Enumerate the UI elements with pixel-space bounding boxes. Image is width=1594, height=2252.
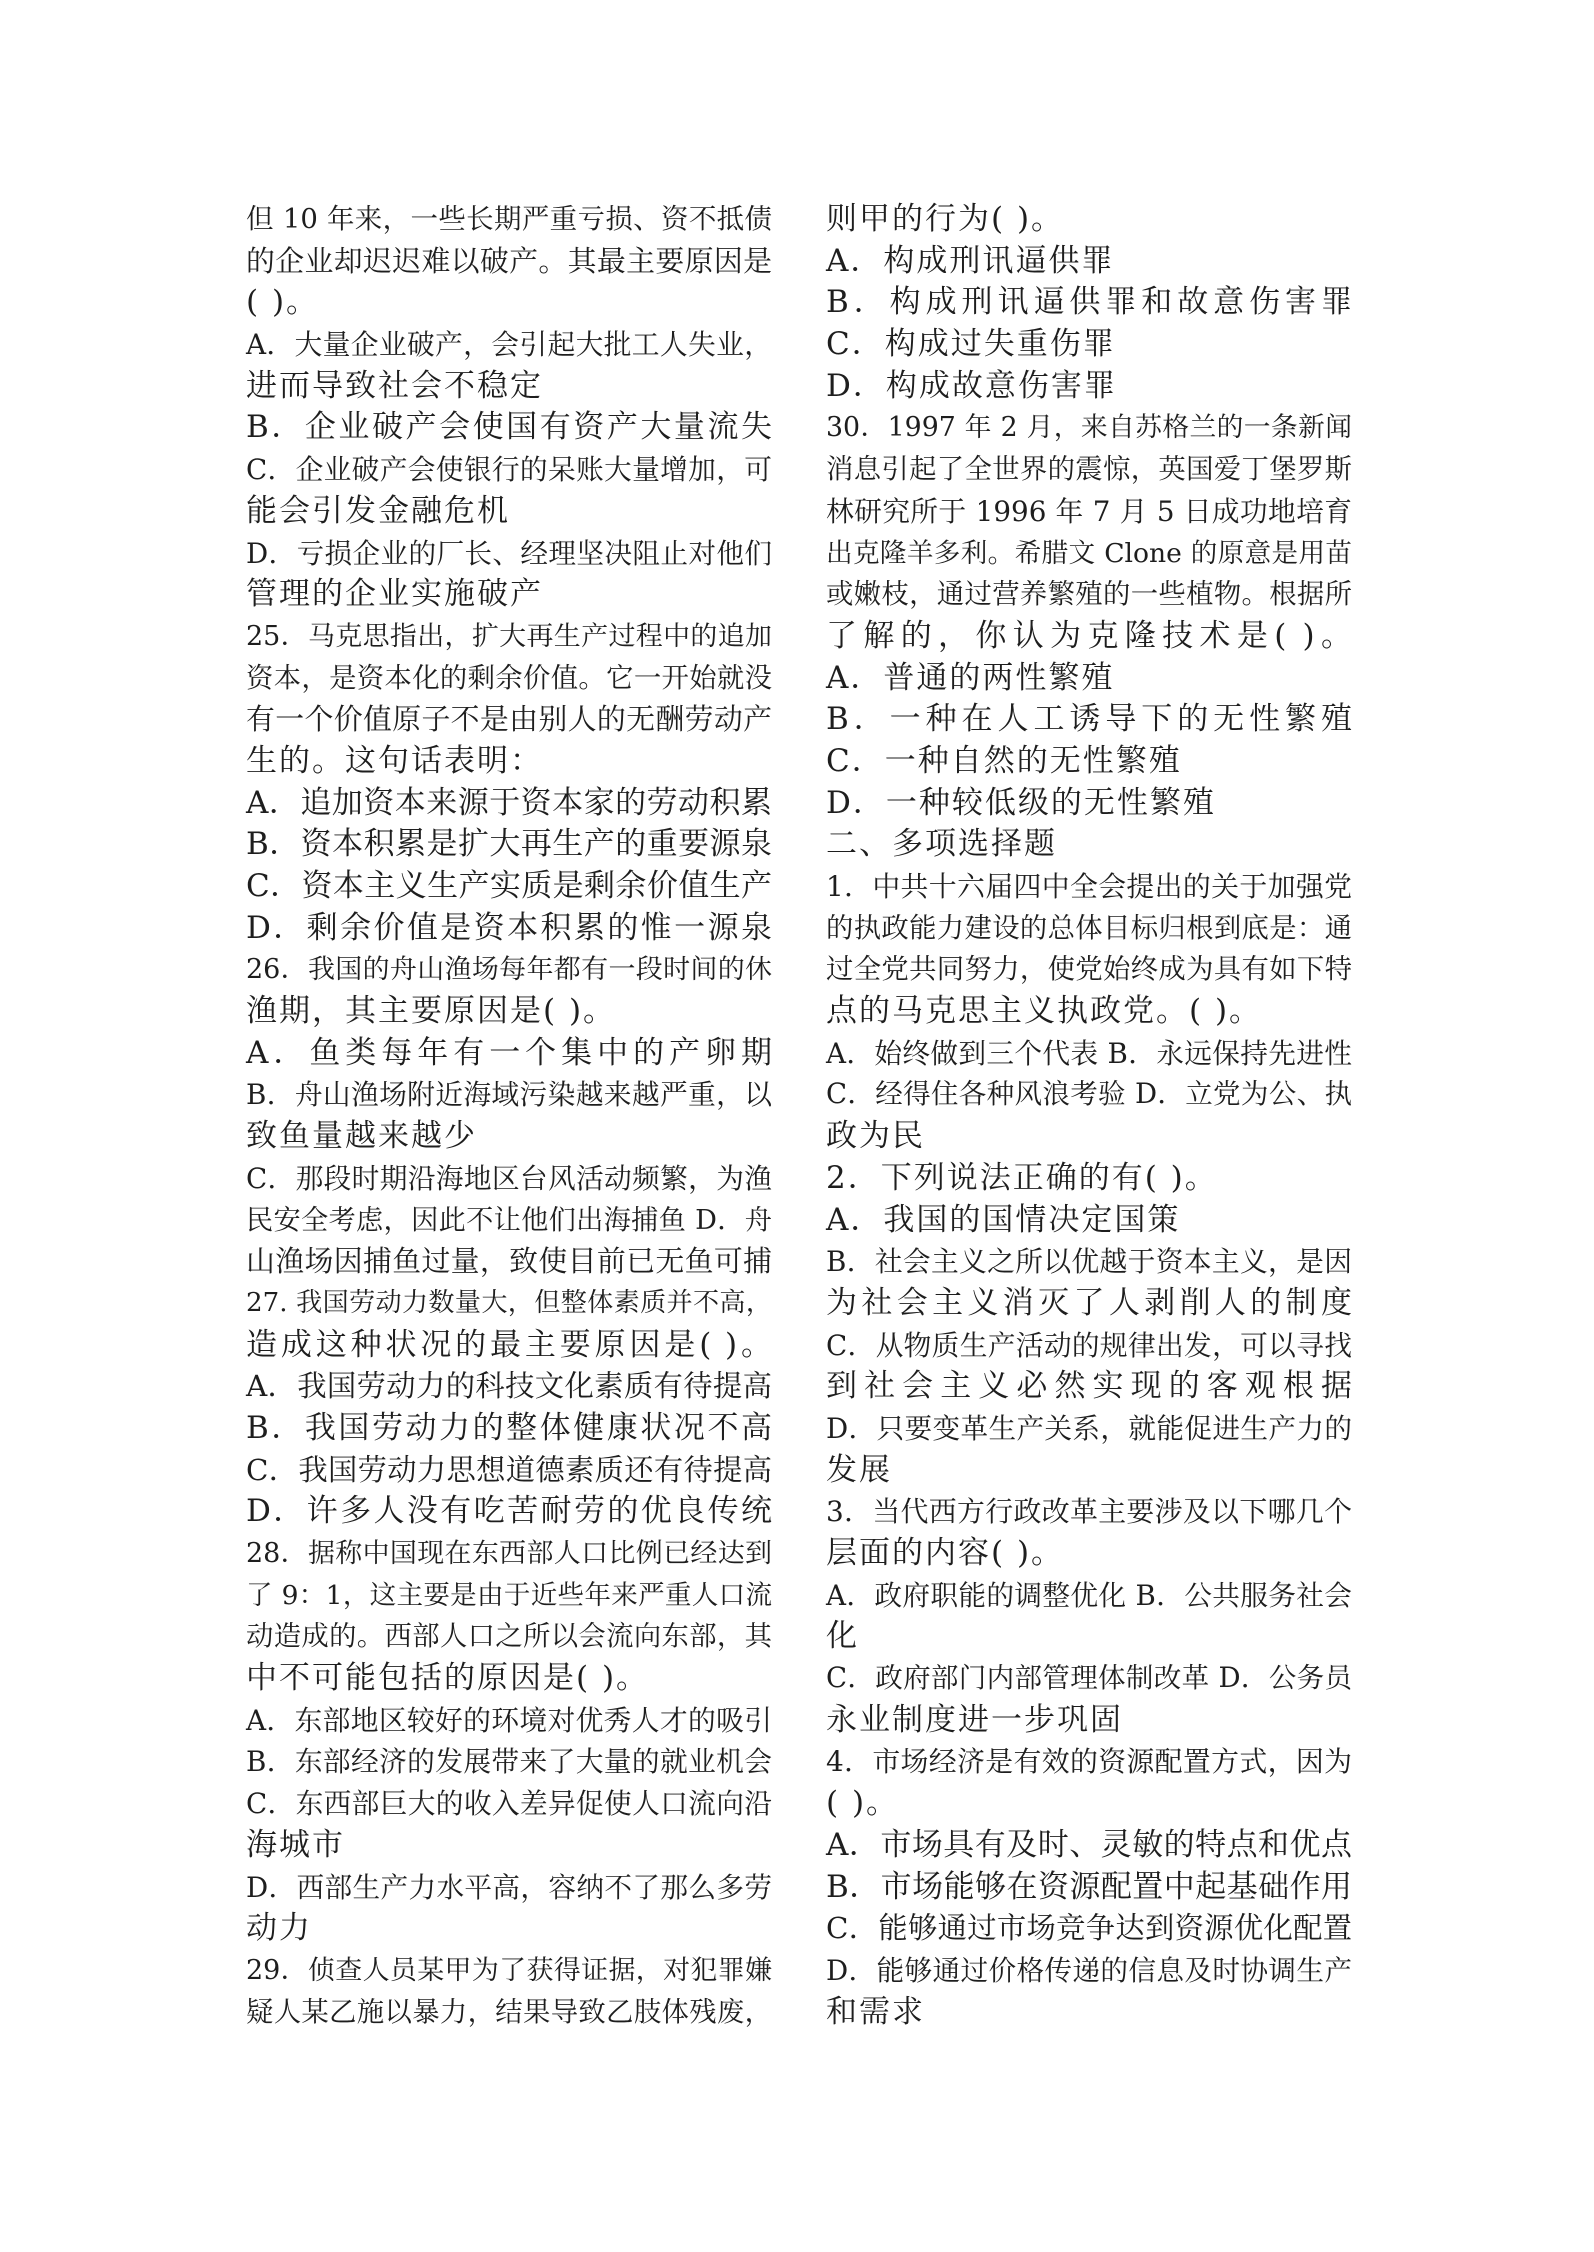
text-line: 的执政能力建设的总体目标归根到底是：通: [826, 912, 1352, 944]
text-line: 消息引起了全世界的震惊，英国爱丁堡罗斯: [826, 454, 1352, 486]
text-line: 疑人某乙施以暴力，结果导致乙肢体残废，: [246, 1996, 772, 2028]
text-line: D．只要变革生产关系，就能促进生产力的: [826, 1411, 1352, 1445]
text-line: ( )。: [246, 284, 320, 321]
text-line: 发展: [826, 1451, 892, 1488]
text-line: C．从物质生产活动的规律出发，可以寻找: [826, 1328, 1352, 1362]
right-text-column: [826, 199, 1352, 2033]
text-line: A．始终做到三个代表 B．永远保持先进性: [826, 1036, 1352, 1070]
text-line: D．构成故意伤害罪: [826, 367, 1117, 404]
text-line: A．大量企业破产，会引起大批工人失业，: [246, 328, 772, 362]
text-line: 能会引发金融危机: [246, 492, 510, 529]
text-line: 海城市: [246, 1826, 345, 1863]
text-line: 29．侦查人员某甲为了获得证据，对犯罪嫌: [246, 1954, 772, 1986]
text-line: 4．市场经济是有效的资源配置方式，因为: [826, 1745, 1352, 1779]
text-line: C．企业破产会使银行的呆账大量增加，可: [246, 453, 772, 487]
text-line: D．能够通过价格传递的信息及时协调生产: [826, 1953, 1352, 1987]
text-line: 26．我国的舟山渔场每年都有一段时间的休: [246, 954, 772, 986]
text-line: 点的马克思主义执政党。( )。: [826, 993, 1263, 1030]
text-line: B．我国劳动力的整体健康状况不高: [246, 1409, 772, 1446]
text-line: D．西部生产力水平高，容纳不了那么多劳: [246, 1870, 772, 1904]
text-line: 30．1997 年 2 月，来自苏格兰的一条新闻: [826, 412, 1352, 444]
text-line: B．东部经济的发展带来了大量的就业机会: [246, 1745, 772, 1779]
text-line: B．构成刑讯逼供罪和故意伤害罪: [826, 284, 1352, 321]
text-line: A．构成刑讯逼供罪: [826, 242, 1115, 279]
text-line: 但 10 年来，一些长期严重亏损、资不抵债: [246, 203, 772, 235]
text-line: 动力: [246, 1910, 312, 1947]
text-line: C．经得住各种风浪考验 D．立党为公、执: [826, 1078, 1352, 1111]
text-line: 化: [826, 1618, 859, 1655]
text-line: 为社会主义消灭了人剥削人的制度: [826, 1284, 1352, 1321]
text-line: B．舟山渔场附近海域污染越来越严重，以: [246, 1078, 772, 1112]
text-line: 山渔场因捕鱼过量，致使目前已无鱼可捕: [246, 1244, 772, 1279]
text-line: 过全党共同努力，使党始终成为具有如下特: [826, 954, 1352, 986]
text-line: 造成这种状况的最主要原因是( )。: [246, 1326, 772, 1363]
text-line: A．鱼类每年有一个集中的产卵期: [246, 1034, 772, 1071]
text-line: 2．下列说法正确的有( )。: [826, 1159, 1218, 1196]
text-line: 有一个价值原子不是由别人的无酬劳动产: [246, 702, 772, 737]
text-line: D．亏损企业的厂长、经理坚决阻止对他们: [246, 536, 772, 570]
text-line: A．市场具有及时、灵敏的特点和优点: [826, 1826, 1352, 1863]
text-line: 进而导致社会不稳定: [246, 367, 543, 404]
text-line: A．政府职能的调整优化 B．公共服务社会: [826, 1578, 1352, 1612]
text-line: C．我国劳动力思想道德素质还有待提高: [246, 1452, 772, 1487]
text-line: C．构成过失重伤罪: [826, 326, 1116, 363]
text-line: C．一种自然的无性繁殖: [826, 742, 1182, 779]
text-line: 资本，是资本化的剩余价值。它一开始就没: [246, 662, 772, 694]
text-line: C．能够通过市场竞争达到资源优化配置: [826, 1911, 1352, 1946]
text-line: 的企业却迟迟难以破产。其最主要原因是: [246, 243, 772, 278]
text-line: ( )。: [826, 1785, 900, 1822]
text-line: C．东西部巨大的收入差异促使人口流向沿: [246, 1787, 772, 1821]
text-line: 到社会主义必然实现的客观根据: [826, 1368, 1352, 1405]
text-line: 永业制度进一步巩固: [826, 1701, 1123, 1738]
text-line: 25．马克思指出，扩大再生产过程中的追加: [246, 620, 772, 652]
text-line: 1．中共十六届四中全会提出的关于加强党: [826, 870, 1352, 903]
text-line: B．市场能够在资源配置中起基础作用: [826, 1868, 1352, 1905]
text-line: 则甲的行为( )。: [826, 201, 1065, 237]
text-line: 了解的，你认为克隆技术是( )。: [826, 617, 1352, 654]
text-line: 民安全考虑，因此不让他们出海捕鱼 D．舟: [246, 1204, 772, 1236]
text-line: B．社会主义之所以优越于资本主义，是因: [826, 1245, 1352, 1279]
text-line: 了 9：1，这主要是由于近些年来严重人口流: [246, 1579, 772, 1611]
text-line: A．我国的国情决定国策: [826, 1201, 1181, 1238]
text-line: 二、多项选择题: [826, 826, 1057, 863]
text-line: 渔期，其主要原因是( )。: [246, 993, 617, 1030]
text-line: 致鱼量越来越少: [246, 1118, 477, 1155]
text-line: D．一种较低级的无性繁殖: [826, 784, 1216, 821]
text-line: 或嫩枝，通过营养繁殖的一些植物。根据所: [826, 579, 1352, 611]
text-line: 中不可能包括的原因是( )。: [246, 1660, 650, 1697]
text-line: A．追加资本来源于资本家的劳动积累: [246, 784, 772, 821]
text-line: 28．据称中国现在东西部人口比例已经达到: [246, 1538, 772, 1569]
text-line: 层面的内容( )。: [826, 1535, 1065, 1571]
text-line: 生的。这句话表明：: [246, 742, 543, 779]
text-line: B．资本积累是扩大再生产的重要源泉: [246, 826, 772, 863]
text-line: A．东部地区较好的环境对优秀人才的吸引: [246, 1703, 772, 1737]
text-line: 动造成的。西部人口之所以会流向东部，其: [246, 1621, 772, 1653]
text-line: C．政府部门内部管理体制改革 D．公务员: [826, 1662, 1352, 1695]
text-line: C．那段时期沿海地区台风活动频繁，为渔: [246, 1161, 772, 1195]
text-line: 出克隆羊多利。希腊文 Clone 的原意是用苗: [826, 537, 1352, 569]
text-line: 27. 我国劳动力数量大，但整体素质并不高，: [246, 1287, 772, 1318]
text-line: D．许多人没有吃苦耐劳的优良传统: [246, 1493, 772, 1530]
text-line: A．普通的两性繁殖: [826, 659, 1115, 696]
text-line: B．企业破产会使国有资产大量流失: [246, 409, 772, 446]
text-line: D．剩余价值是资本积累的惟一源泉: [246, 909, 772, 946]
text-line: C．资本主义生产实质是剩余价值生产: [246, 868, 772, 904]
text-line: 和需求: [826, 1993, 925, 2030]
left-text-column: [246, 199, 772, 2033]
text-line: B．一种在人工诱导下的无性繁殖: [826, 701, 1352, 738]
text-line: 3．当代西方行政改革主要涉及以下哪几个: [826, 1495, 1352, 1529]
text-line: 林研究所于 1996 年 7 月 5 日成功地培育: [826, 494, 1352, 528]
text-line: A．我国劳动力的科技文化素质有待提高: [246, 1369, 772, 1404]
text-line: 管理的企业实施破产: [246, 576, 543, 613]
text-line: 政为民: [826, 1118, 925, 1155]
